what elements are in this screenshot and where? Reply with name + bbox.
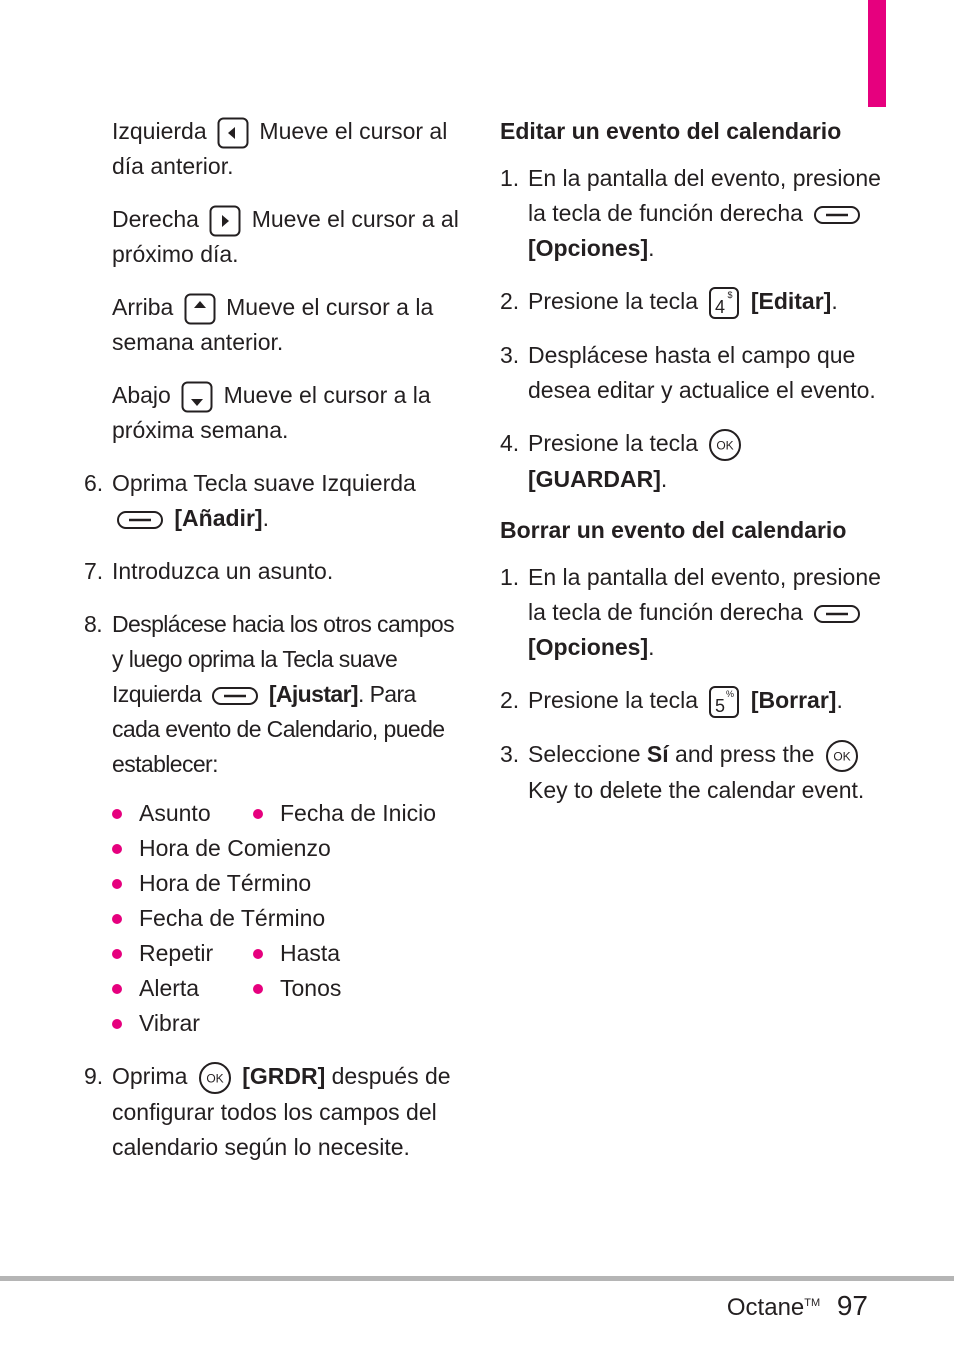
- up-arrow-key-icon: [184, 293, 216, 325]
- soft-key-icon: [211, 685, 259, 707]
- step-7: 7. Introduzca un asunto.: [84, 558, 334, 584]
- list-item: Alerta Tonos: [112, 971, 464, 1006]
- bullet-icon: [112, 809, 122, 819]
- down-arrow-key-icon: [181, 381, 213, 413]
- section-heading-delete: Borrar un evento del calendario: [500, 516, 847, 543]
- soft-key-icon: [813, 603, 861, 625]
- section-heading-edit: Editar un evento del calendario: [500, 118, 842, 144]
- list-item: Hora de Término: [112, 866, 464, 901]
- bullet-icon: [112, 984, 122, 994]
- edit-step-1: 1. En la pantalla del evento, presione la tecla de función derecha [Opciones].: [500, 165, 881, 261]
- trademark: TM: [804, 1297, 821, 1309]
- ok-key-icon: [825, 739, 859, 773]
- list-item: Hora de Comienzo: [112, 831, 464, 866]
- direction-up: Arriba Mueve el cursor a la semana anterior.: [112, 294, 434, 355]
- number-4-key-icon: [708, 286, 740, 320]
- soft-key-icon: [116, 509, 164, 531]
- bullet-icon: [112, 879, 122, 889]
- bullet-icon: [253, 809, 263, 819]
- svg-text:OK: OK: [716, 438, 735, 453]
- svg-text:%: %: [726, 688, 735, 699]
- bullet-icon: [253, 949, 263, 959]
- edit-step-4: 4. Presione la tecla OK [GUARDAR].: [500, 426, 900, 497]
- svg-text:5: 5: [715, 695, 726, 716]
- ok-key-icon: [198, 1061, 232, 1095]
- delete-step-3: 3. Seleccione Sí and press the OK Key to delete the calendar event.: [500, 737, 900, 808]
- bullet-icon: [112, 914, 122, 924]
- delete-step-2: 2. Presione la tecla 5 % [Borrar].: [500, 683, 900, 719]
- left-column: [84, 114, 464, 1165]
- ok-key-icon: [708, 428, 742, 462]
- product-name: Octane: [726, 1294, 805, 1321]
- number-5-key-icon: [708, 685, 740, 719]
- edit-step-3: 3. Desplácese hasta el campo que desea editar y actualice el evento.: [500, 341, 876, 403]
- right-arrow-key-icon: [209, 205, 241, 237]
- field-list: [112, 796, 464, 1041]
- svg-text:OK: OK: [833, 749, 851, 764]
- svg-text:OK: OK: [206, 1071, 224, 1086]
- svg-text:4: 4: [715, 296, 726, 317]
- bullet-icon: [112, 1019, 122, 1029]
- list-item: Fecha de Término: [112, 901, 464, 936]
- page-footer: [727, 1290, 868, 1322]
- soft-key-icon: [813, 204, 861, 226]
- bullet-icon: [112, 844, 122, 854]
- section-tab: [868, 0, 886, 107]
- left-arrow-key-icon: [217, 117, 249, 149]
- step-9: 9. Oprima OK [GRDR] después de configurar todos los campos del calendario según lo necesite.: [84, 1059, 464, 1165]
- footer-rule: [0, 1276, 954, 1281]
- bullet-icon: [253, 984, 263, 994]
- delete-step-1: 1. En la pantalla del evento, presione la tecla de función derecha [Opciones].: [500, 563, 881, 660]
- list-item: Repetir Hasta: [112, 936, 464, 971]
- step-6: 6. Oprima Tecla suave Izquierda [Añadir].: [84, 470, 416, 531]
- bullet-icon: [112, 949, 122, 959]
- page-number: 97: [836, 1290, 868, 1321]
- direction-down: Abajo Mueve el cursor a la próxima semana.: [112, 382, 431, 443]
- right-column: [500, 114, 900, 808]
- svg-text:$: $: [727, 289, 733, 300]
- edit-step-2: 2. Presione la tecla 4 $ [Editar].: [500, 284, 900, 320]
- list-item: Asunto Fecha de Inicio: [112, 796, 464, 831]
- direction-right: Derecha Mueve el cursor a al próximo día.: [112, 206, 459, 267]
- step-8: 8. Desplácese hacia los otros campos y luego oprima la Tecla suave Izquierda [Ajustar]. Para cada evento de Calendario, puede establecer:: [84, 611, 454, 777]
- direction-left: Izquierda Mueve el cursor al día anterior.: [112, 118, 448, 179]
- list-item: Vibrar: [112, 1006, 464, 1041]
